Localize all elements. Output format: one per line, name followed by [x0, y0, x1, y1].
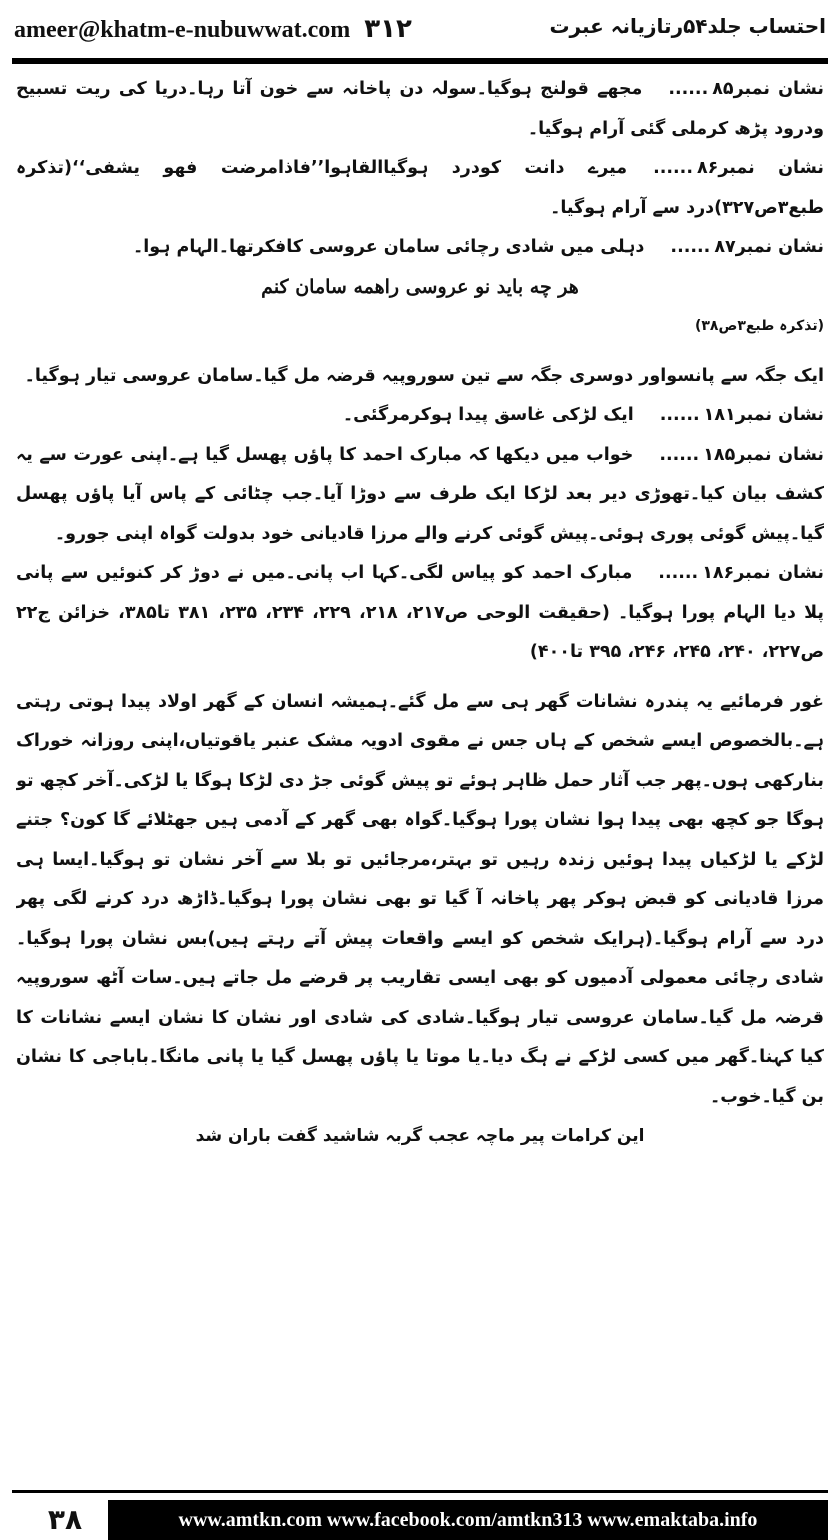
sign-186-dots: ...... — [658, 563, 699, 583]
sign-186 — [16, 554, 824, 673]
spacer — [16, 673, 824, 683]
sign-86-label: نشان نمبر۸۶ — [696, 158, 824, 178]
sign-181 — [16, 396, 824, 436]
paragraph-commentary: غور فرمائیے یہ پندرہ نشانات گھر ہی سے مل گئے۔ہمیشہ انسان کے گھر اولاد پیدا ہوتی رہتی ہے۔بالخصوص ایسے شخص کے ہاں جس نے مقوی ادویہ مشک عنبر یاقوتیاں،اپنی روزانہ خوراک بنارکھی ہوں۔پھر جب آثار حمل ظاہر ہوئے تو پیش گوئی جڑ دی لڑکا ہوگا یا لڑکی۔آخر کچھ تو ہوگا جو کچھ بھی پیدا ہوا نشان پورا ہوگیا۔گواہ بھی گھر کے آدمی ہیں جھٹلائے گا کون؟ جتنے لڑکے یا لڑکیاں پیدا ہوئیں زندہ رہیں تو بہتر،مرجائیں تو بلا سے آخر نشان تو ہوگیا۔ایسا ہی مرزا قادیانی کو قبض ہوکر پھر پاخانہ آ گیا تو بھی نشان پورا ہوگیا۔ڈاڑھ درد کرنے لگی پھر درد سے آرام ہوگیا۔(ہرایک شخص کو ایسے واقعات پیش آتے رہتے ہیں)بس نشان پورا ہوگیا۔شادی رچائی معمولی آدمیوں کو بھی ایسی تقاریب پر قرضے مل جاتے ہیں۔سات آٹھ سوروپیہ قرضہ مل گیا۔سامان عروسی تیار ہوگیا۔شادی کی شادی اور نشان کا نشان ایسے نشانات کا کیا کہنا۔گھر میں کسی لڑکے نے ہگ دیا۔یا موتا یا پاؤں پھسل گیا یا پانی مانگا۔باباجی کا نشان بن گیا۔خوب۔ — [16, 691, 824, 1107]
footer-links[interactable]: www.amtkn.com www.facebook.com/amtkn313 www.emaktaba.info — [108, 1500, 828, 1540]
sign-185 — [16, 436, 824, 555]
sign-181-label: نشان نمبر۱۸۱ — [703, 405, 824, 425]
header-page-number: ۳۱۲ — [364, 14, 412, 44]
sign-87-text: دہلی میں شادی رچائی سامان عروسی کافکرتھا۔الہام ہوا۔ — [132, 237, 645, 257]
sign-181-dots: ...... — [659, 405, 700, 425]
sign-87-dots: ...... — [670, 237, 711, 257]
reference-tazkira: (تذکرہ طبع۳ص۳۸) — [694, 318, 824, 334]
footer-rule — [12, 1490, 828, 1493]
sign-185-dots: ...... — [659, 444, 700, 465]
spacer — [16, 347, 824, 357]
persian-verse: هر چه بايد نو عروسى راهمه سامان كنم — [261, 275, 579, 298]
sign-87 — [16, 228, 824, 268]
sign-87-label: نشان نمبر۸۷ — [714, 237, 824, 257]
sign-86-dots: ...... — [653, 158, 693, 178]
sign-85-text: مجھے قولنج ہوگیا۔سولہ دن پاخانہ سے خون آتا رہا۔دریا کی ریت تسبیح ودرود پڑھ کرملی گئی آرام ہوگیا۔ — [16, 79, 824, 139]
page-content — [16, 70, 824, 1460]
sign-86 — [16, 149, 824, 228]
sign-181-text: ایک لڑکی غاسق پیدا ہوکرمرگئی۔ — [342, 405, 634, 425]
sign-186-text: مبارک احمد کو پیاس لگی۔کہا اب پانی۔میں نے دوڑ کر کنوئیں سے پانی پلا دیا الہام پورا ہوگیا۔ (حقیقت الوحی ص۲۱۷، ۲۱۸، ۲۲۹، ۲۳۴، ۲۳۵، ۳۸۱ تا۳۸۵، خزائن ج۲۲ ص۲۲۷، ۲۴۰، ۲۴۵، ۲۴۶، ۳۹۵ تا۴۰۰) — [16, 563, 824, 662]
header-email[interactable]: ameer@khatm-e-nubuwwat.com — [14, 17, 351, 43]
sign-185-label: نشان نمبر۱۸۵ — [703, 444, 824, 465]
header-book-title: احتساب جلد۵۴رتازیانہ عبرت — [549, 14, 826, 38]
paragraph-loan: ایک جگہ سے پانسواور دوسری جگہ سے تین سوروپیہ قرضہ مل گیا۔سامان عروسی تیار ہوگیا۔ — [24, 365, 824, 386]
header-left — [14, 14, 412, 44]
persian-couplet: این کرامات پیر ماچہ عجب گربہ شاشید گفت باران شد — [195, 1126, 645, 1146]
sign-86-text: میرے دانت کودرد ہوگیاالقاہوا’’فاذامرضت فهو يشفى‘‘(تذکرہ طبع۳ص۳۲۷)درد سے آرام ہوگیا۔ — [16, 158, 824, 218]
page-footer — [0, 1486, 840, 1540]
sign-85-dots: ...... — [668, 79, 709, 99]
page-header — [0, 0, 840, 68]
sign-85-label: نشان نمبر۸۵ — [712, 79, 824, 99]
footer-page-number: ۳۸ — [47, 1503, 83, 1536]
sign-186-label: نشان نمبر۱۸۶ — [702, 563, 824, 583]
header-rule — [12, 58, 828, 64]
sign-185-text: خواب میں دیکھا کہ مبارک احمد کا پاؤں پھسل گیا ہے۔اپنی عورت سے یہ کشف بیان کیا۔تھوڑی دیر بعد لڑکا ایک طرف سے دوڑا آیا۔جب چٹائی کے پاس آیا پاؤں پھسل گیا۔پیش گوئی پوری ہوئی۔پیش گوئی کرنے والے مرزا قادیانی خود بدولت گواہ اپنی جورو۔ — [16, 444, 824, 544]
sign-85 — [16, 70, 824, 149]
